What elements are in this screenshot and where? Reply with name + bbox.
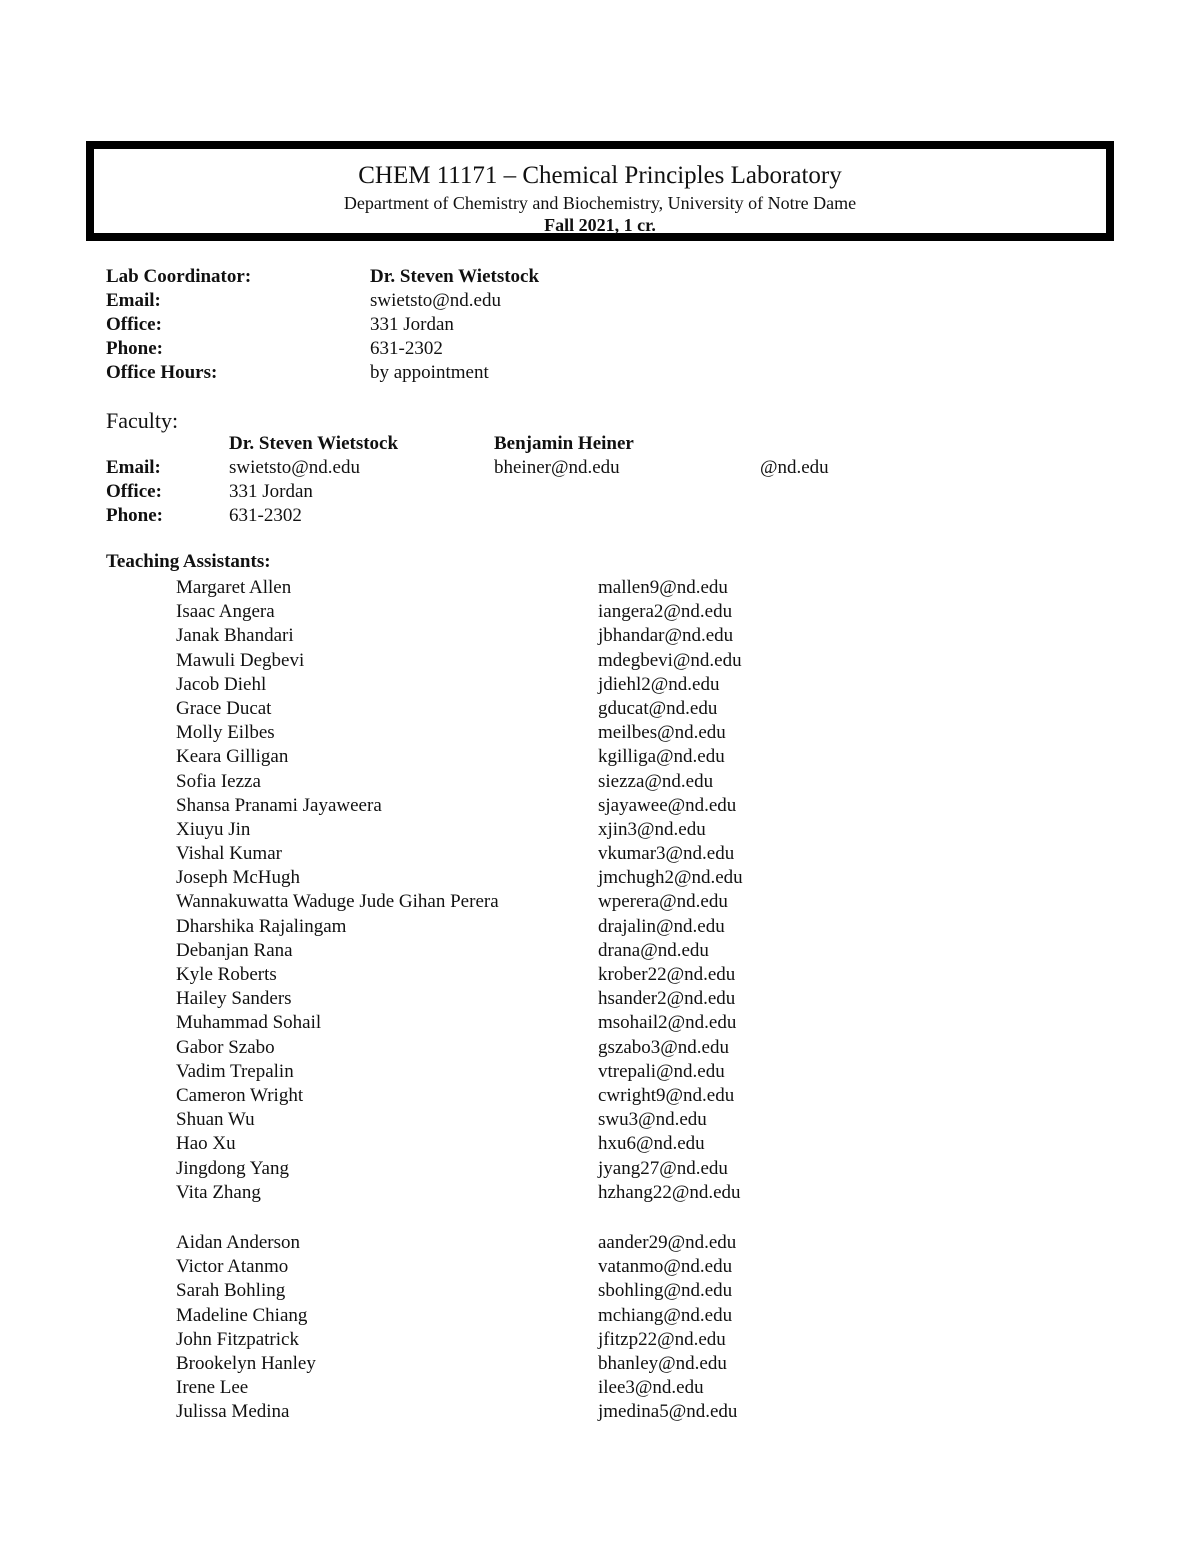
ta-name: Janak Bhandari xyxy=(176,625,294,647)
ta-name: Sofia Iezza xyxy=(176,770,261,792)
faculty-office: 331 Jordan xyxy=(229,481,313,502)
ta-email: iangera2@nd.edu xyxy=(598,601,733,623)
ta-name: Hao Xu xyxy=(176,1133,236,1155)
ta-name: Isaac Angera xyxy=(176,601,275,623)
ta-name: Aidan Anderson xyxy=(176,1232,301,1253)
coordinator-name: Dr. Steven Wietstock xyxy=(370,266,540,287)
ta-email: meilbes@nd.edu xyxy=(598,722,726,744)
faculty-phone-label: Phone: xyxy=(106,505,163,526)
ta-name: Jingdong Yang xyxy=(176,1157,289,1179)
faculty-email: @nd.edu xyxy=(760,457,829,478)
ta-email: sjayawee@nd.edu xyxy=(598,794,737,816)
ta-email: cwright9@nd.edu xyxy=(598,1084,735,1106)
ta-email: xjin3@nd.edu xyxy=(598,818,706,840)
ta-email: drana@nd.edu xyxy=(598,939,709,961)
coordinator-office-label: Office: xyxy=(106,314,162,335)
coordinator-hours: by appointment xyxy=(370,362,489,383)
ta-name: Shuan Wu xyxy=(176,1109,255,1131)
ta-email: bhanley@nd.edu xyxy=(598,1352,727,1374)
ta-email: kgilliga@nd.edu xyxy=(598,746,725,768)
ta-email: jyang27@nd.edu xyxy=(598,1157,728,1179)
ta-email: sbohling@nd.edu xyxy=(598,1280,733,1302)
ta-email: gducat@nd.edu xyxy=(598,697,718,719)
ta-email: jdiehl2@nd.edu xyxy=(598,673,720,695)
coordinator-phone-label: Phone: xyxy=(106,338,163,359)
ta-name: Irene Lee xyxy=(176,1377,249,1399)
ta-name: Victor Atanmo xyxy=(176,1256,289,1278)
faculty-heading: Faculty: xyxy=(106,408,179,433)
faculty-name: Benjamin Heiner xyxy=(494,433,634,454)
faculty-office-label: Office: xyxy=(106,481,162,502)
ta-name: Shansa Pranami Jayaweera xyxy=(176,794,382,816)
department-name: Department of Chemistry and Biochemistry, University of Notre Dame xyxy=(343,193,857,213)
ta-email: vtrepali@nd.edu xyxy=(598,1060,725,1082)
ta-name: Wannakuwatta Waduge Jude Gihan Perera xyxy=(176,891,499,913)
ta-email: jbhandar@nd.edu xyxy=(598,625,734,647)
ta-name: Vita Zhang xyxy=(176,1181,261,1203)
ta-email: vatanmo@nd.edu xyxy=(598,1256,733,1278)
ta-email: gszabo3@nd.edu xyxy=(598,1036,729,1058)
ta-email: hxu6@nd.edu xyxy=(598,1133,705,1155)
ta-email: krober22@nd.edu xyxy=(598,964,736,985)
ta-email: drajalin@nd.edu xyxy=(598,915,725,937)
course-title: CHEM 11171 – Chemical Principles Laboratory xyxy=(358,162,842,189)
ta-email: wperera@nd.edu xyxy=(598,891,728,913)
ta-email: mallen9@nd.edu xyxy=(598,577,728,598)
coordinator-hours-label: Office Hours: xyxy=(106,362,218,383)
ta-email: jmchugh2@nd.edu xyxy=(598,867,743,889)
course-header-box xyxy=(86,141,1114,241)
teaching-assistants-heading: Teaching Assistants: xyxy=(106,551,271,572)
ta-name: Julissa Medina xyxy=(176,1401,290,1423)
course-term: Fall 2021, 1 cr. xyxy=(544,215,656,235)
ta-name: Molly Eilbes xyxy=(176,722,275,744)
ta-name: Vadim Trepalin xyxy=(176,1060,294,1082)
coordinator-phone: 631-2302 xyxy=(370,338,443,359)
faculty-email: bheiner@nd.edu xyxy=(494,457,620,478)
coordinator-label: Lab Coordinator: xyxy=(106,266,252,287)
ta-name: John Fitzpatrick xyxy=(176,1328,299,1350)
ta-name: Xiuyu Jin xyxy=(176,818,251,840)
ta-name: Gabor Szabo xyxy=(176,1036,275,1058)
ta-name: Mawuli Degbevi xyxy=(176,649,305,671)
faculty-phone: 631-2302 xyxy=(229,505,302,526)
ta-email: hsander2@nd.edu xyxy=(598,988,736,1010)
ta-name: Kyle Roberts xyxy=(176,964,277,985)
faculty-email: swietsto@nd.edu xyxy=(229,457,360,478)
ta-email: aander29@nd.edu xyxy=(598,1232,737,1253)
ta-name: Debanjan Rana xyxy=(176,939,293,961)
faculty-name: Dr. Steven Wietstock xyxy=(229,433,399,454)
ta-name: Hailey Sanders xyxy=(176,988,292,1010)
coordinator-email-label: Email: xyxy=(106,290,161,311)
ta-name: Grace Ducat xyxy=(176,697,272,719)
ta-name: Cameron Wright xyxy=(176,1084,304,1106)
ta-email: swu3@nd.edu xyxy=(598,1109,707,1131)
ta-email: siezza@nd.edu xyxy=(598,770,714,792)
ta-name: Muhammad Sohail xyxy=(176,1012,322,1034)
ta-name: Madeline Chiang xyxy=(176,1304,308,1326)
ta-email: mchiang@nd.edu xyxy=(598,1304,733,1326)
ta-email: hzhang22@nd.edu xyxy=(598,1181,741,1203)
ta-email: msohail2@nd.edu xyxy=(598,1012,737,1034)
ta-email: jmedina5@nd.edu xyxy=(598,1401,738,1423)
coordinator-email: swietsto@nd.edu xyxy=(370,290,501,311)
ta-name: Joseph McHugh xyxy=(176,867,301,889)
ta-name: Margaret Allen xyxy=(176,577,292,598)
ta-name: Brookelyn Hanley xyxy=(176,1352,316,1374)
ta-email: jfitzp22@nd.edu xyxy=(598,1328,726,1350)
faculty-email-label: Email: xyxy=(106,457,161,478)
ta-email: ilee3@nd.edu xyxy=(598,1377,704,1399)
ta-name: Vishal Kumar xyxy=(176,843,282,865)
ta-email: mdegbevi@nd.edu xyxy=(598,649,742,671)
ta-name: Dharshika Rajalingam xyxy=(176,915,347,937)
ta-email: vkumar3@nd.edu xyxy=(598,843,735,865)
coordinator-office: 331 Jordan xyxy=(370,314,454,335)
ta-name: Sarah Bohling xyxy=(176,1280,286,1302)
ta-name: Jacob Diehl xyxy=(176,673,267,695)
ta-name: Keara Gilligan xyxy=(176,746,289,768)
